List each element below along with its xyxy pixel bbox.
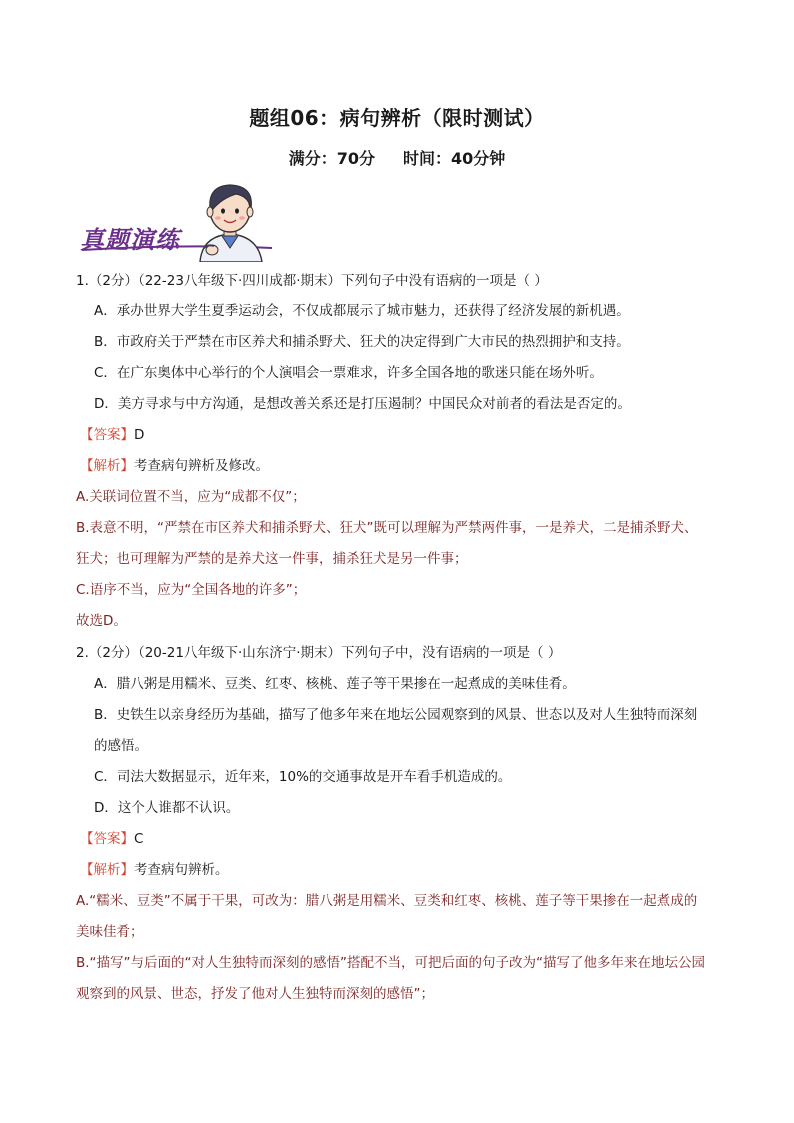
question-1-option-b: B．市政府关于严禁在市区养犬和捕杀野犬、狂犬的决定得到广大市民的热烈拥护和支持。 xyxy=(94,334,630,350)
question-2-option-b: B．史铁生以亲身经历为基础，描写了他多年来在地坛公园观察到的风景、世态以及对人生独特而深刻 xyxy=(94,707,698,723)
analysis-intro: 考查病句辨析。 xyxy=(134,862,229,878)
question-2-option-b-cont: 的感悟。 xyxy=(94,738,148,754)
question-2-analysis-line: B.“描写”与后面的“对人生独特而深刻的感悟”搭配不当，可把后面的句子改为“描写了他多年来在地坛公园 xyxy=(76,955,706,971)
question-2-analysis xyxy=(80,861,229,879)
question-2-analysis-line: 观察到的风景、世态，抒发了他对人生独特而深刻的感悟”； xyxy=(76,986,434,1002)
question-1-answer xyxy=(80,426,144,444)
page-title: 题组06：病句辨析（限时测试） xyxy=(249,106,545,130)
page-subtitle xyxy=(0,146,794,169)
section-badge-text: 真题演练 xyxy=(80,225,180,254)
analysis-label: 【解析】 xyxy=(80,862,134,878)
question-1-analysis xyxy=(80,457,269,475)
time-info: 时间：40分钟 xyxy=(403,149,506,168)
question-1-analysis-line: 故选D。 xyxy=(76,613,127,629)
question-2-analysis-line: 美味佳肴； xyxy=(76,924,144,940)
analysis-label: 【解析】 xyxy=(80,458,134,474)
question-1-option-d: D．美方寻求与中方沟通，是想改善关系还是打压遏制？中国民众对前者的看法是否定的。 xyxy=(94,396,631,412)
question-1-analysis-line: 狂犬；也可理解为严禁的是养犬这一件事，捕杀狂犬是另一件事； xyxy=(76,551,468,567)
question-2-analysis-line: A.“糯米、豆类”不属于干果，可改为：腊八粥是用糯米、豆类和红枣、核桃、莲子等干果掺在一起煮成的 xyxy=(76,893,698,909)
question-1-stem: 1.（2分）（22-23八年级下·四川成都·期末）下列句子中没有语病的一项是（ ） xyxy=(76,273,548,289)
question-2-option-d: D．这个人谁都不认识。 xyxy=(94,800,240,816)
question-1-analysis-line: A.关联词位置不当，应为“成都不仅”； xyxy=(76,489,306,505)
question-1-option-a: A．承办世界大学生夏季运动会，不仅成都展示了城市魅力，还获得了经济发展的新机遇。 xyxy=(94,303,630,319)
question-2-stem: 2.（2分）（20-21八年级下·山东济宁·期末）下列句子中，没有语病的一项是（ ） xyxy=(76,645,562,661)
answer-label: 【答案】 xyxy=(80,831,134,847)
score-info: 满分：70分 xyxy=(288,149,375,168)
answer-label: 【答案】 xyxy=(80,427,134,443)
question-2-option-a: A．腊八粥是用糯米、豆类、红枣、核桃、莲子等干果掺在一起煮成的美味佳肴。 xyxy=(94,676,576,692)
question-2-answer xyxy=(80,830,143,848)
question-2-option-c: C．司法大数据显示，近年来，10%的交通事故是开车看手机造成的。 xyxy=(94,769,512,785)
analysis-intro: 考查病句辨析及修改。 xyxy=(134,458,269,474)
question-1-analysis-line: C.语序不当，应为“全国各地的许多”； xyxy=(76,582,307,598)
answer-value: C xyxy=(134,831,144,847)
section-badge xyxy=(72,178,292,262)
question-1-option-c: C．在广东奥体中心举行的个人演唱会一票难求，许多全国各地的歌迷只能在场外听。 xyxy=(94,365,603,381)
answer-value: D xyxy=(134,427,145,443)
question-1-analysis-line: B.表意不明，“严禁在市区养犬和捕杀野犬、狂犬”既可以理解为严禁两件事，一是养犬，二是捕杀野犬、 xyxy=(76,520,698,536)
